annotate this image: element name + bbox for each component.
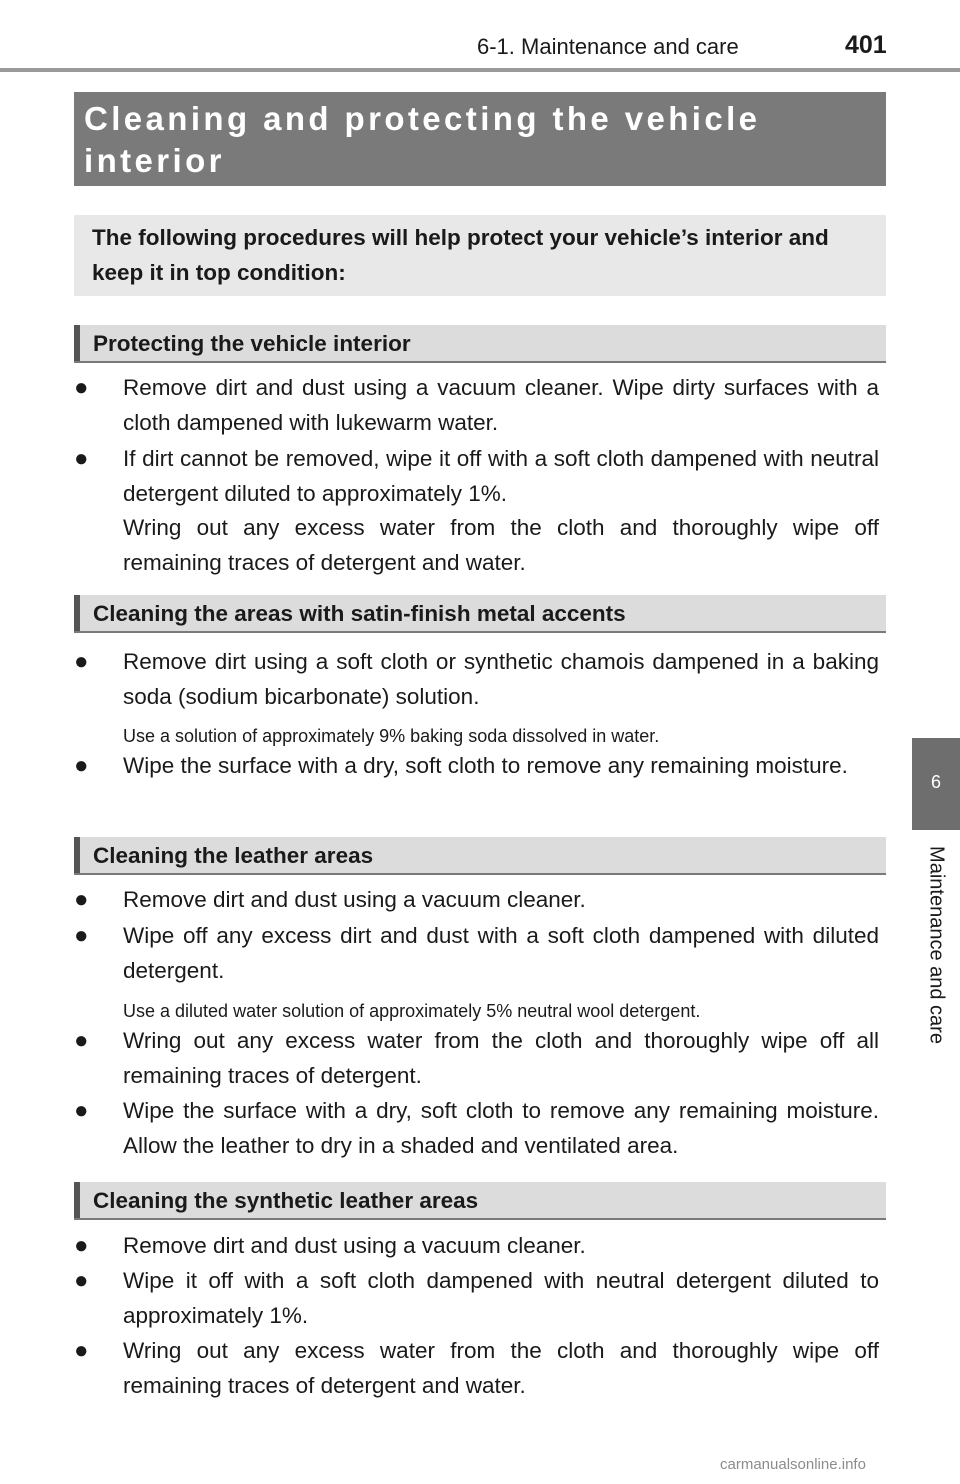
section-heading-text: Cleaning the synthetic leather areas — [93, 1188, 479, 1213]
chapter-label: Maintenance and care — [925, 846, 948, 1044]
bullet-icon: ● — [74, 1097, 89, 1124]
chapter-tab — [912, 738, 960, 830]
bullet-icon: ● — [74, 1232, 89, 1259]
bullet-icon: ● — [74, 445, 89, 472]
list-item-text: Remove dirt and dust using a vacuum cleaner. — [123, 887, 586, 912]
page-title: Cleaning and protecting the vehicle interior — [84, 100, 761, 179]
list-item-text: If dirt cannot be removed, wipe it off with a soft cloth dampened with neutral detergent diluted to approximately 1%. — [123, 446, 879, 506]
section-heading-text: Cleaning the leather areas — [93, 843, 374, 868]
list-item-text: Wipe it off with a soft cloth dampened with neutral detergent diluted to approximately 1%. — [123, 1268, 879, 1328]
bullet-icon: ● — [74, 752, 89, 779]
intro-box — [74, 215, 886, 296]
section-heading-text: Cleaning the areas with satin-finish metal accents — [93, 601, 626, 626]
page-number: 401 — [845, 31, 887, 59]
list-item-text: Wring out any excess water from the cloth and thoroughly wipe off remaining traces of detergent and water. — [123, 1338, 879, 1398]
section-label: 6-1. Maintenance and care — [477, 34, 739, 59]
list-item-text: Remove dirt and dust using a vacuum cleaner. Wipe dirty surfaces with a cloth dampened with lukewarm water. — [123, 375, 879, 435]
page-title-box — [74, 92, 886, 186]
list-item-text: Wipe the surface with a dry, soft cloth to remove any remaining moisture. Allow the leather to dry in a shaded and ventilated area. — [123, 1098, 879, 1158]
bullet-icon: ● — [74, 922, 89, 949]
intro-text: The following procedures will help protect your vehicle’s interior and keep it in top condition: — [92, 225, 829, 285]
list-item-text: Wipe the surface with a dry, soft cloth to remove any remaining moisture. — [123, 753, 848, 778]
section-heading-satin-metal — [74, 595, 886, 633]
bullet-icon: ● — [74, 1027, 89, 1054]
bullet-icon: ● — [74, 886, 89, 913]
list-item-text: Remove dirt using a soft cloth or synthetic chamois dampened in a baking soda (sodium bicarbonate) solution. — [123, 649, 879, 709]
list-item-text: Wipe off any excess dirt and dust with a soft cloth dampened with diluted detergent. — [123, 923, 879, 983]
list-item-text: Wring out any excess water from the cloth and thoroughly wipe off remaining traces of detergent and water. — [123, 515, 879, 575]
note-text: Use a diluted water solution of approximately 5% neutral wool detergent. — [123, 1001, 701, 1021]
page-header — [0, 0, 960, 76]
note-text: Use a solution of approximately 9% baking soda dissolved in water. — [123, 726, 660, 746]
chapter-number: 6 — [930, 772, 941, 792]
bullet-icon: ● — [74, 648, 89, 675]
section-heading-protecting — [74, 325, 886, 363]
list-item-text: Wring out any excess water from the cloth and thoroughly wipe off all remaining traces of detergent. — [123, 1028, 879, 1088]
section-heading-leather — [74, 837, 886, 875]
section-heading-text: Protecting the vehicle interior — [93, 331, 411, 356]
header-divider — [0, 68, 960, 72]
bullet-icon: ● — [74, 1337, 89, 1364]
section-heading-synthetic-leather — [74, 1182, 886, 1220]
watermark: carmanualsonline.info — [720, 1456, 866, 1473]
bullet-icon: ● — [74, 374, 89, 401]
list-item-text: Remove dirt and dust using a vacuum cleaner. — [123, 1233, 586, 1258]
bullet-icon: ● — [74, 1267, 89, 1294]
